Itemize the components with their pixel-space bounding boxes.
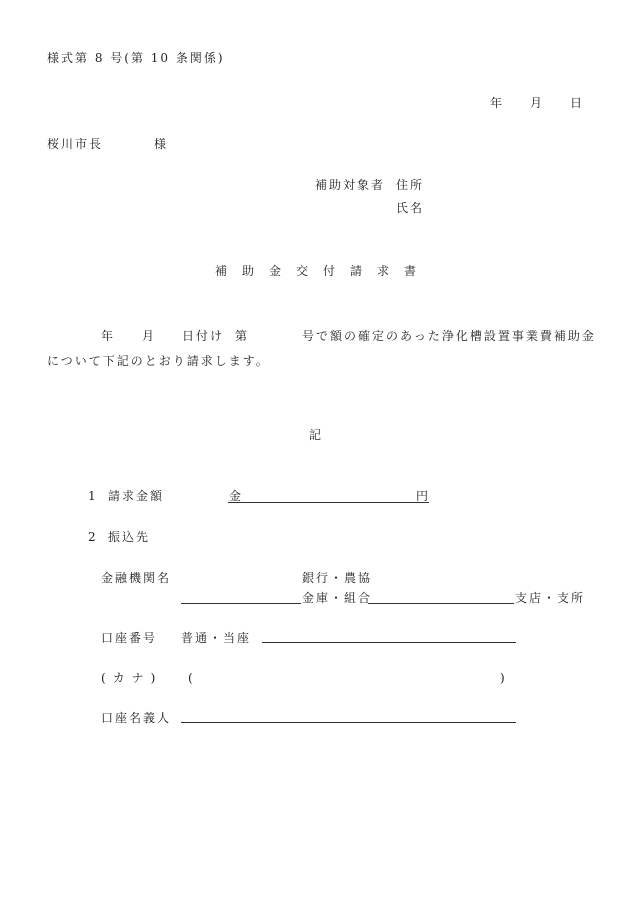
item1-prefix: 金 [229, 489, 242, 503]
date-year: 年 [490, 96, 503, 110]
account-no-label: 口座番号 [101, 631, 158, 645]
account-type: 普通・当座 [181, 631, 252, 645]
applicant-name-label: 氏名 [396, 201, 425, 215]
kana-close: ) [500, 671, 505, 685]
body-day: 日付け [182, 329, 225, 343]
item2-label: 振込先 [108, 530, 151, 544]
date-day: 日 [570, 96, 583, 110]
item2-number: 2 [88, 530, 96, 544]
body-year: 年 [101, 329, 114, 343]
body-no-prefix: 第 [235, 329, 248, 343]
bank-name-field[interactable] [181, 603, 301, 604]
body-line2: について下記のとおり請求します。 [47, 354, 270, 368]
amount-field[interactable] [228, 502, 429, 503]
account-holder-field[interactable] [181, 722, 516, 723]
addressee-honorific: 様 [154, 137, 167, 151]
kana-open: ( [188, 671, 193, 685]
applicant-address-label: 住所 [396, 178, 425, 192]
account-number-field[interactable] [262, 642, 516, 643]
branch-name-field[interactable] [368, 603, 514, 604]
item1-suffix: 円 [416, 489, 429, 503]
kana-label: (カナ) [101, 671, 163, 685]
form-number: 様式第 8 号(第 10 条関係) [47, 51, 225, 65]
body-line1: 号で額の確定のあった浄化槽設置事業費補助金 [302, 329, 596, 343]
applicant-label: 補助対象者 [315, 178, 386, 192]
bank-label: 金融機関名 [101, 571, 172, 585]
item1-number: 1 [88, 489, 96, 503]
bank-type2: 金庫・組合 [302, 591, 373, 605]
date-month: 月 [530, 96, 543, 110]
ki-heading: 記 [309, 428, 322, 442]
addressee-name: 桜川市長 [47, 137, 104, 151]
item1-label: 請求金額 [108, 489, 165, 503]
holder-label: 口座名義人 [101, 711, 172, 725]
bank-type1: 銀行・農協 [302, 571, 373, 585]
branch-type: 支店・支所 [515, 591, 586, 605]
body-month: 月 [142, 329, 155, 343]
kana-field[interactable] [200, 684, 490, 685]
